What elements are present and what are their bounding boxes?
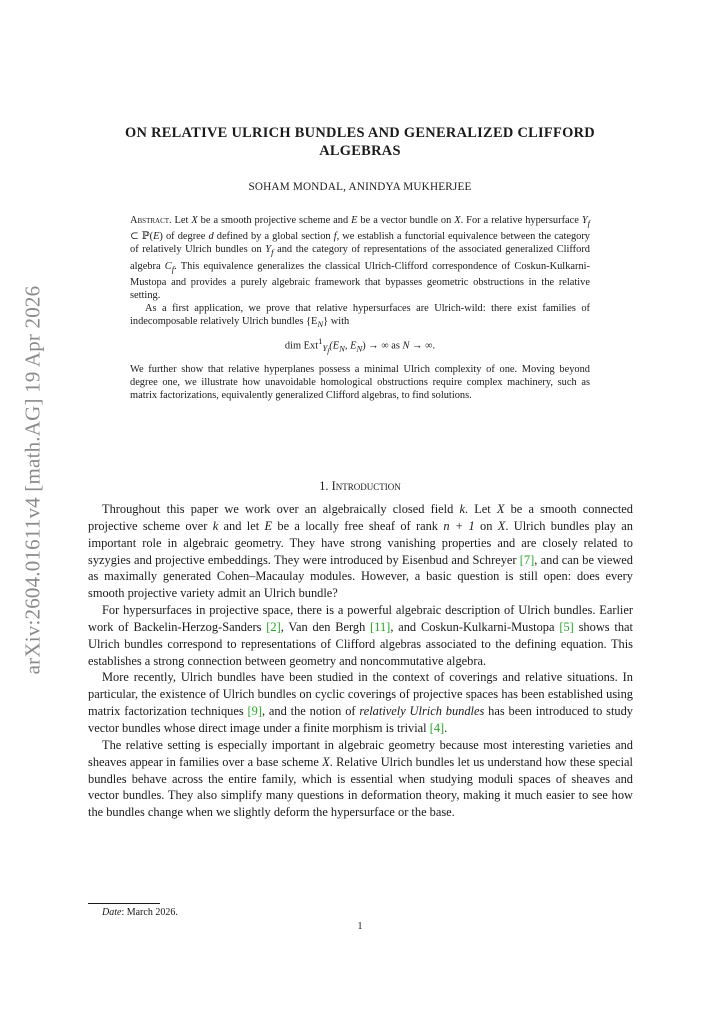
footnote-label: Date bbox=[102, 907, 122, 918]
math-superscript: 1 bbox=[318, 335, 323, 346]
math-subscript: f bbox=[271, 247, 274, 258]
text-run: For hypersurfaces in projective space, there is a powerful algebraic description of Ulrich bundles. Earlier work of Backelin-Herzog-Sanders bbox=[88, 603, 633, 634]
math-symbol: C bbox=[164, 260, 172, 272]
text-run: , we establish a functorial equivalence between the category of relatively Ulrich bundles on bbox=[130, 231, 590, 256]
intro-paragraph-4 bbox=[88, 737, 633, 821]
text-run: has been introduced to study vector bundles whose direct image under a finite morphism is trivial bbox=[88, 704, 633, 735]
math-subsubscript: f bbox=[327, 347, 330, 356]
math-symbol: E bbox=[264, 518, 273, 533]
emphasized-term: relatively Ulrich bundles bbox=[359, 704, 485, 719]
math-symbol: X bbox=[322, 754, 330, 769]
citation-link[interactable]: [9] bbox=[247, 704, 262, 719]
math-symbol: Y bbox=[265, 244, 272, 256]
text-run: with bbox=[328, 316, 350, 328]
introduction-body bbox=[88, 501, 633, 821]
author-list: SOHAM MONDAL, ANINDYA MUKHERJEE bbox=[248, 181, 472, 193]
intro-paragraph-3 bbox=[88, 669, 633, 736]
arxiv-identifier-stamp bbox=[20, 0, 46, 1019]
text-run: . bbox=[444, 720, 448, 735]
text-run: shows that Ulrich bundles correspond to representations of Clifford algebras associated to the defining equation. This establishes a strong connection between geometry and noncommutative algebra. bbox=[88, 619, 633, 668]
page-number: 1 bbox=[357, 921, 363, 932]
math-subscript: f bbox=[171, 263, 175, 274]
text-run: be a vector bundle on bbox=[357, 215, 455, 226]
text-run: The relative setting is especially important in algebraic geometry because most interesting varieties and sheaves appear in families over a base scheme bbox=[88, 737, 633, 769]
text-run: . Relative Ulrich bundles let us understand how these special bundles behave across the entire family, which is essential when studying moduli spaces of sheaves and vector bundles. They also simplify many questions in deformation theory, making it much easier to see how the bundles change when we slightly deform the hypersurface or the base. bbox=[88, 754, 633, 820]
math-symbol: X bbox=[497, 518, 506, 533]
citation-link[interactable]: [2] bbox=[266, 619, 281, 634]
abstract-paragraph-1 bbox=[130, 214, 590, 302]
text-run: Throughout this paper we work over an algebraically closed field bbox=[102, 502, 460, 516]
math-subscript: N bbox=[339, 343, 345, 354]
math-symbol: k bbox=[212, 518, 219, 533]
abstract-paragraph-3: We further show that relative hyperplanes possess a minimal Ulrich complexity of one. Moving beyond degree one, we illustrate how unavoidable homological obstructions require complex machinery, such as matrix factorizations, equivalently generalized Clifford algebras, to find solutions. bbox=[130, 364, 590, 402]
math-symbol: X bbox=[496, 502, 505, 516]
math-operator: dim Ext bbox=[284, 340, 319, 352]
text-run: defined by a global section bbox=[213, 231, 334, 243]
math-symbol: f bbox=[333, 231, 337, 243]
citation-link[interactable]: [5] bbox=[559, 619, 574, 634]
footnote-rule bbox=[88, 903, 160, 904]
math-subscript: f bbox=[587, 218, 591, 229]
text-run: , Van den Bergh bbox=[280, 619, 371, 634]
abstract bbox=[130, 214, 590, 402]
math-subscript: N bbox=[317, 319, 324, 330]
display-equation bbox=[130, 335, 590, 359]
text-run: . Ulrich bundles play an important role in algebraic geometry. They have strong vanishing properties and are closely related to syzygies and projective embeddings. They were introduced by Eisenbud and Schreyer bbox=[88, 518, 633, 567]
citation-link[interactable]: [11] bbox=[370, 619, 391, 634]
math-symbol: N bbox=[402, 340, 410, 352]
math-symbol: E bbox=[153, 231, 160, 243]
text-run: As a first application, we prove that relative hypersurfaces are Ulrich-wild: there exist families of indecomposable relatively Ulrich bundles bbox=[130, 303, 590, 328]
math-text: → ∞. bbox=[409, 340, 436, 352]
text-run: , and can be viewed as maximally generated Cohen–Macaulay modules. However, a basic question is still open: does every smooth projective variety admit an Ulrich bundle? bbox=[88, 552, 633, 601]
text-run: Let bbox=[171, 215, 192, 226]
citation-link[interactable]: [4] bbox=[429, 720, 445, 735]
text-run: . This equivalence generalizes the classical Ulrich-Clifford correspondence of Coskun-Kulkarni-Mustopa and provides a purely algebraic framework that bypasses geometric obstructions in the relative setting. bbox=[130, 260, 590, 302]
math-symbol: X bbox=[454, 215, 461, 226]
math-text: ) → ∞ as bbox=[362, 340, 403, 352]
math-symbol: d bbox=[208, 231, 214, 243]
text-run: be a locally free sheaf of rank bbox=[272, 518, 444, 533]
math-symbol: X bbox=[191, 215, 198, 226]
math-symbol: , E bbox=[344, 340, 357, 352]
text-run: and the category of representations of the associated generalized Clifford algebra bbox=[130, 244, 590, 272]
section-heading bbox=[60, 479, 660, 494]
text-run: More recently, Ulrich bundles have been studied in the context of coverings and relative situations. In particular, the existence of Ulrich bundles on cyclic coverings of projective spaces has been established using matrix factorization techniques bbox=[88, 670, 633, 719]
text-run: on bbox=[474, 518, 498, 533]
math-symbol: Y bbox=[581, 215, 588, 226]
text-run: ⊂ ℙ( bbox=[130, 231, 154, 243]
abstract-label: Abstract. bbox=[130, 215, 172, 226]
text-run: , and Coskun-Kulkarni-Mustopa bbox=[390, 619, 560, 634]
math-subscript-base: Y bbox=[322, 343, 328, 354]
paper-title bbox=[60, 124, 660, 160]
math-expression: n + 1 bbox=[443, 518, 475, 533]
footnote bbox=[102, 907, 178, 918]
intro-paragraph-1 bbox=[88, 501, 633, 602]
math-symbol: (E bbox=[329, 340, 340, 352]
title-line-1: ON RELATIVE ULRICH BUNDLES AND GENERALIZED CLIFFORD bbox=[124, 125, 595, 141]
footnote-text: : March 2026. bbox=[121, 907, 178, 918]
text-run: , and the notion of bbox=[261, 704, 360, 719]
text-run: be a smooth connected projective scheme over bbox=[88, 502, 633, 533]
citation-link[interactable]: [7] bbox=[519, 552, 535, 567]
text-run: . Let bbox=[464, 502, 497, 516]
math-symbol: } bbox=[323, 316, 329, 328]
title-line-2: ALGEBRAS bbox=[319, 143, 401, 159]
text-run: and let bbox=[218, 518, 265, 533]
text-run: . For a relative hypersurface bbox=[460, 215, 582, 226]
text-run: be a smooth projective scheme and bbox=[197, 215, 352, 226]
section-title: 1. Introduction bbox=[319, 479, 401, 493]
intro-paragraph-2 bbox=[88, 602, 633, 669]
text-run: ) of degree bbox=[159, 231, 209, 243]
math-symbol: {E bbox=[306, 316, 318, 328]
abstract-paragraph-2 bbox=[130, 302, 590, 331]
arxiv-stamp-text: arXiv:2604.01611v4 [math.AG] 19 Apr 2026 bbox=[20, 285, 45, 675]
math-symbol: E bbox=[351, 215, 358, 226]
math-symbol: k bbox=[459, 502, 465, 516]
math-subscript: N bbox=[356, 343, 363, 354]
